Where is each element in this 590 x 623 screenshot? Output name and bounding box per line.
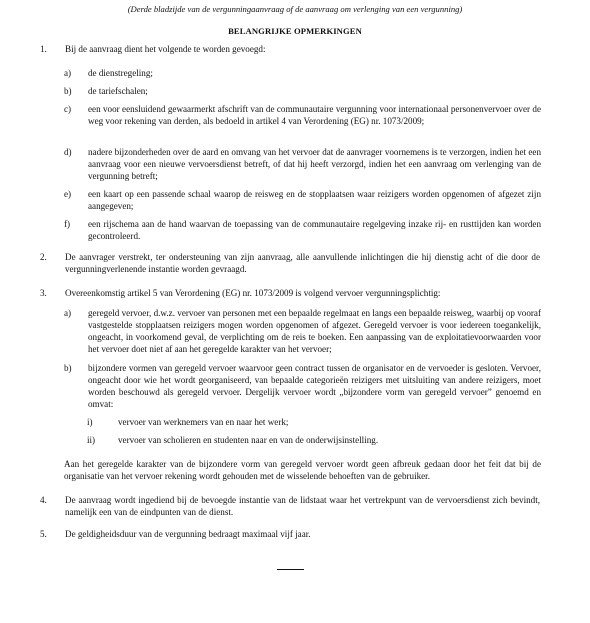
remark-5	[40, 528, 540, 540]
sub-text: de tariefschalen;	[88, 86, 148, 96]
sub-label: f)	[64, 219, 71, 229]
remark-2	[40, 251, 540, 275]
sub-label: e)	[64, 189, 72, 199]
remark-1-sub-c	[64, 103, 541, 127]
remark-3-sub-b-ii	[87, 434, 527, 446]
remark-number: 1.	[40, 44, 47, 54]
remark-number: 2.	[40, 252, 47, 262]
remark-3-closing: Aan het geregelde karakter van de bijzondere vorm van geregeld vervoer wordt geen afbreuk gedaan door het feit dat bij de organisatie van het vervoer rekening wordt gehouden met de wisselende behoeften van de gebruiker.	[64, 459, 541, 481]
sub-label: d)	[64, 147, 72, 157]
remark-1-sub-d	[64, 146, 541, 182]
remark-text: Bij de aanvraag dient het volgende te worden gevoegd:	[65, 44, 266, 54]
sub-label: ii)	[87, 435, 96, 445]
remark-1-sub-f	[64, 218, 541, 242]
sub-text: bijzondere vormen van geregeld vervoer waarvoor geen contract tussen de organisator en de vervoeder is gesloten. Vervoer, ongeacht door wie het wordt georganiseerd, van bepaalde categorieën reizigers met uitsluiting van andere reizigers, moet worden beschouwd als geregeld vervoer. Dergelijk vervoer wordt „bijzondere vorm van geregeld vervoer” genoemd en omvat:	[88, 363, 541, 409]
sub-text: vervoer van scholieren en studenten naar en van de onderwijsinstelling.	[118, 435, 379, 445]
remark-3	[40, 287, 540, 299]
remark-text: De aanvraag wordt ingediend bij de bevoegde instantie van de lidstaat waar het vertrekpunt van de vervoersdienst zich bevindt, namelijk een van de eindpunten van de dienst.	[65, 495, 540, 517]
end-rule	[277, 569, 304, 570]
remark-number: 3.	[40, 288, 47, 298]
remark-1-sub-e	[64, 188, 541, 212]
remark-4	[40, 494, 540, 518]
sub-text: een voor eensluidend gewaarmerkt afschrift van de communautaire vergunning voor internationaal personenvervoer over de weg voor rekening van derden, als bedoeld in artikel 4 van Verordening (EG) nr. 1073/2009;	[88, 104, 541, 126]
remark-number: 4.	[40, 495, 47, 505]
remark-1	[40, 43, 540, 55]
remark-text: De aanvrager verstrekt, ter ondersteuning van zijn aanvraag, alle aanvullende inlichtingen die hij dienstig acht of die door de vergunningverlenende instantie worden gevraagd.	[65, 252, 540, 274]
remark-text: De geldigheidsduur van de vergunning bedraagt maximaal vijf jaar.	[65, 529, 311, 539]
sub-text: een rijschema aan de hand waarvan de toepassing van de communautaire regelgeving inzake rij- en rusttijden kan worden gecontroleerd.	[88, 219, 541, 241]
sub-label: a)	[64, 68, 72, 78]
header-note: (Derde bladzijde van de vergunningaanvraag of de aanvraag om verlenging van een vergunning)	[127, 4, 463, 14]
sub-label: i)	[87, 417, 93, 427]
remark-1-sub-a	[64, 67, 541, 79]
remark-text: Overeenkomstig artikel 5 van Verordening (EG) nr. 1073/2009 is volgend vervoer vergunningsplichtig:	[65, 288, 441, 298]
remark-3-sub-b	[64, 362, 541, 410]
sub-label: b)	[64, 363, 72, 373]
sub-label: b)	[64, 86, 72, 96]
sub-text: een kaart op een passende schaal waarop de reisweg en de stopplaatsen waar reizigers worden opgenomen of afgezet zijn aangegeven;	[88, 189, 541, 211]
sub-label: c)	[64, 104, 72, 114]
page-title: BELANGRIJKE OPMERKINGEN	[228, 26, 362, 36]
remark-3-sub-a	[64, 307, 541, 355]
remark-1-sub-b	[64, 85, 541, 97]
sub-text: vervoer van werknemers van en naar het werk;	[118, 417, 289, 427]
remark-number: 5.	[40, 529, 47, 539]
sub-text: nadere bijzonderheden over de aard en omvang van het vervoer dat de aanvrager voornemens is te verzorgen, indien het een aanvraag voor een nieuwe vervoersdienst betreft, of dat hij heeft verzorgd, indien het een aanvraag om verlenging van de vergunning betreft;	[88, 147, 541, 181]
remark-3-sub-b-i	[87, 416, 527, 428]
sub-label: a)	[64, 308, 72, 318]
sub-text: de dienstregeling;	[88, 68, 153, 78]
sub-text: geregeld vervoer, d.w.z. vervoer van personen met een bepaalde regelmaat en langs een bepaalde reisweg, waarbij op vooraf vastgestelde stopplaatsen reizigers mogen worden opgenomen of afgezet. Geregeld vervoer is voor iedereen toegankelijk, ongeacht, in voorkomend geval, de verplichting om de reis te boeken. Een aanpassing van de exploitatievoorwaarden voor het vervoer doet niet af aan het geregelde karakter van het vervoer;	[88, 308, 541, 354]
